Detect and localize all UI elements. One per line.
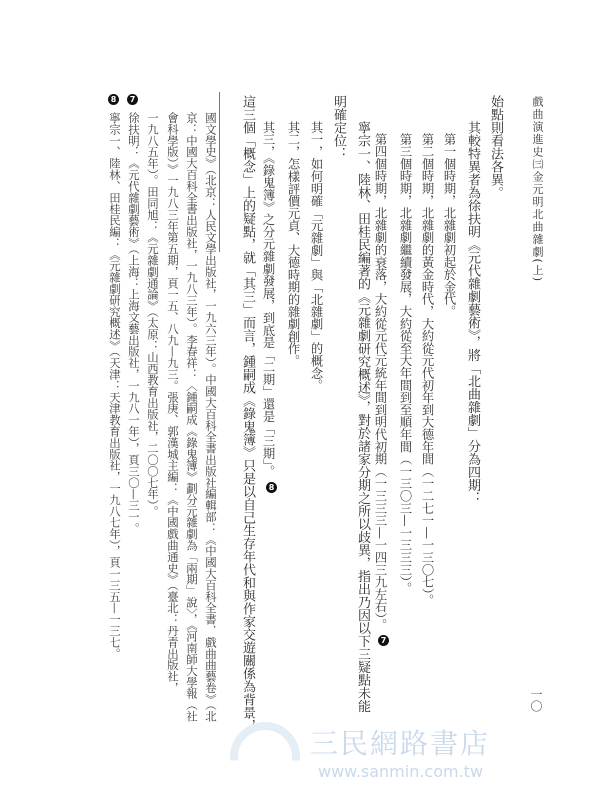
footnote-8-text: 寧宗一、陸林、田桂民編：《元雜劇研究概述》（天津：天津教育出版社，一九八七年），頁一三五—一三七。 [108,112,122,660]
period-item-text: 第四個時期，北雜劇的衰落，大約從元代元統年間到明代初期（一三三三—一四三九左右）。 [373,133,387,632]
footnote-marker-8: 8 [108,94,119,105]
period-item: 第二個時期，北雜劇的黃金時代，大約從元代初年到大德年間（一二七一—一三〇七）。 [420,133,434,607]
footnote-line: 京：中國大百科全書出版社，一九八三年）。李春祥：〈鍾嗣成《錄鬼簿》劃分元雜劇為「兩期」說〉，《河南師大學報（社 [185,112,199,722]
question-item: 其一，如何明確「元雜劇」與「北雜劇」的概念。 [309,121,323,392]
footnote-line: 國文學史》（北京：人民文學出版社，一九六三年）。中國大百科全書出版社編輯部：《中國大百科全書．戲曲曲藝卷》（北 [204,112,218,722]
watermark-name: 三民網路書店 [310,727,491,760]
footnote-marker-7: 7 [127,94,138,105]
footnote-line: 會科學版）》一九八三年第五期，頁一五、八九—九三。張庚、郭漢城主編：《中國戲曲通史》（臺北：丹青出版社， [166,112,180,694]
body-line: 寧宗一、陸林、田桂民編著的《元雜劇研究概述》，對於諸家分期之所以歧異，指出乃因以下三疑點未能 [355,121,370,713]
footnote-line: 一九八五年）。田同旭：《元雜劇通論》（太原：山西教育出版社，二〇〇七年）。 [146,112,160,517]
body-line: 其較特異者為徐扶明《元代雜劇藝術》，將「北曲雜劇」分為四期： [465,121,480,505]
question-item-with-ref [261,121,277,493]
body-line: 明確定位： [331,95,346,160]
note-ref-7[interactable]: 7 [378,635,389,646]
page-number: 一〇 [529,688,543,712]
period-item: 第一個時期，北雜劇初起於金代。 [442,133,456,318]
watermark-logo-arc [230,722,300,792]
period-item-with-ref [373,133,389,646]
question-item: 其二，怎樣評價元貞、大德時期的雜劇創作。 [286,121,300,367]
body-line: 這三個「概念」上的疑點，就「其三」而言，鍾嗣成《錄鬼簿》只是以自己生存年代和與作家交遊關係為背景， [240,95,255,732]
footnote-7-text: 徐扶明：《元代雜劇藝術》（上海：上海文藝出版社，一九八一年），頁三〇—三一。 [127,112,141,534]
watermark-url: www.sanmin.com.tw [318,762,484,781]
question-item-text: 其三，《錄鬼簿》之分元雜劇發展，到底是「二期」還是「三期」。 [261,121,275,478]
footnote-divider [219,92,220,252]
period-item: 第三個時期，北雜劇繼續發展，大約從至大年間到至順年間（一三〇三—一三三三）。 [398,133,412,595]
running-title: 戲曲演進史㈢金元明北曲雜劇(上) [531,96,544,283]
note-ref-8[interactable]: 8 [266,482,277,493]
body-line: 始點則看法各異。 [488,95,503,199]
